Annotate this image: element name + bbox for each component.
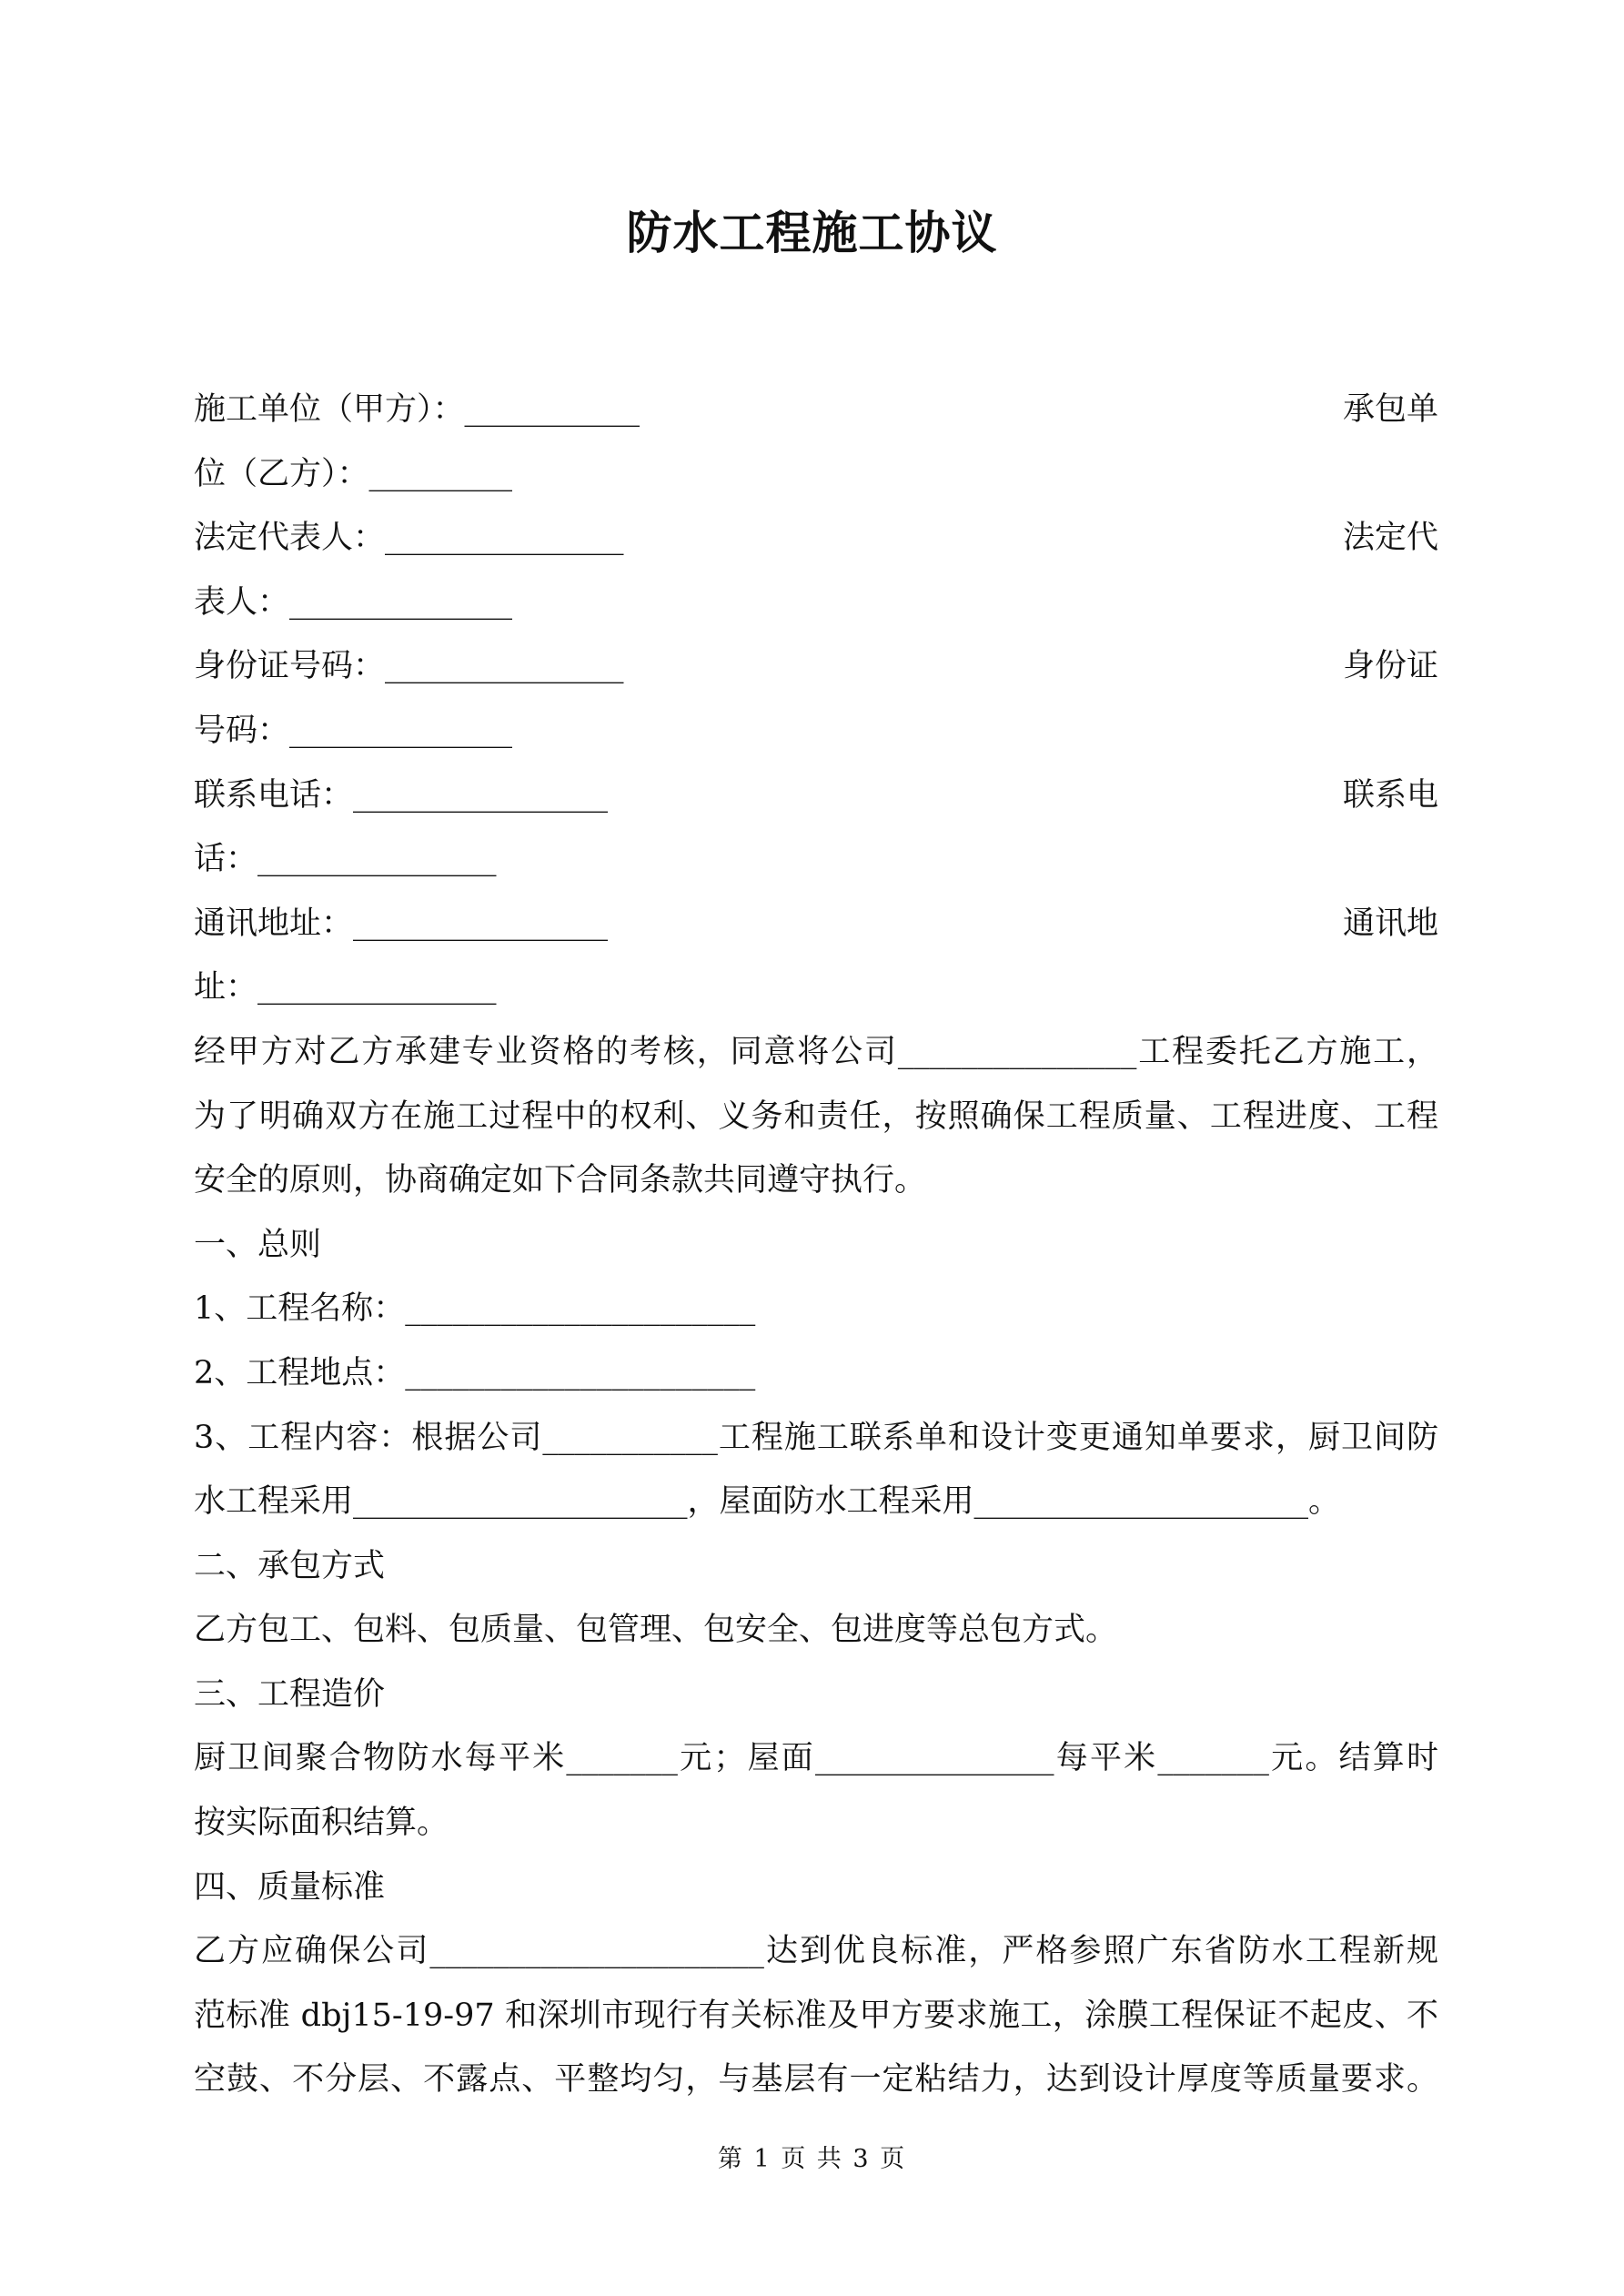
body-line: 乙方包工、包料、包质量、包管理、包安全、包进度等总包方式。 [194, 1612, 1118, 1649]
body-line [194, 892, 1438, 956]
body-line: 经甲方对乙方承建专业资格的考核，同意将公司_______________工程委托乙方施工， [194, 1033, 1438, 1070]
body-line: 1、工程名称：______________________ [194, 1290, 756, 1328]
body-line: 址：_______________ [194, 969, 497, 1006]
body-line: 一、总则 [194, 1226, 322, 1263]
body-line: 范标准 dbj15-19-97 和深圳市现行有关标准及甲方要求施工，涂膜工程保证不起皮、不 [194, 1997, 1438, 2034]
body-line: 三、工程造价 [194, 1675, 386, 1713]
body-line [194, 764, 1438, 828]
body-line: 表人：______________ [194, 583, 513, 621]
body-line: 3、工程内容：根据公司___________工程施工联系单和设计变更通知单要求，厨卫间防 [194, 1419, 1438, 1456]
field-label-left: 身份证号码：_______________ [194, 648, 624, 685]
field-label-right: 身份证 [1342, 648, 1438, 685]
body-line: 乙方应确保公司_____________________达到优良标准，严格参照广东省防水工程新规 [194, 1933, 1438, 1970]
page-footer: 第 1 页 共 3 页 [717, 2145, 907, 2173]
document-body [194, 378, 1438, 2112]
body-line: 话：_______________ [194, 841, 497, 878]
field-label-right: 承包单 [1342, 391, 1438, 428]
field-label-left: 施工单位（甲方）：___________ [194, 391, 641, 428]
body-line: 二、承包方式 [194, 1547, 386, 1584]
body-line: 2、工程地点：______________________ [194, 1354, 756, 1391]
body-line: 为了明确双方在施工过程中的权利、义务和责任，按照确保工程质量、工程进度、工程 [194, 1097, 1438, 1135]
body-line [194, 506, 1438, 571]
body-line: 厨卫间聚合物防水每平米_______元；屋面_______________每平米_______元。结算时 [194, 1740, 1438, 1777]
body-line: 号码：______________ [194, 712, 513, 749]
field-label-right: 法定代 [1342, 520, 1438, 557]
body-line: 水工程采用_____________________，屋面防水工程采用_____________________。 [194, 1483, 1341, 1521]
body-line [194, 634, 1438, 699]
body-line: 按实际面积结算。 [194, 1805, 449, 1842]
body-line: 四、质量标准 [194, 1868, 386, 1906]
field-label-right: 通讯地 [1342, 905, 1438, 942]
body-line: 空鼓、不分层、不露点、平整均匀，与基层有一定粘结力，达到设计厚度等质量要求。 [194, 2061, 1438, 2099]
body-line: 安全的原则，协商确定如下合同条款共同遵守执行。 [194, 1162, 927, 1199]
body-line [194, 378, 1438, 442]
field-label-left: 法定代表人：_______________ [194, 520, 624, 557]
field-label-left: 联系电话：________________ [194, 776, 609, 814]
body-line: 位（乙方）：_________ [194, 455, 513, 492]
field-label-right: 联系电 [1342, 776, 1438, 814]
field-label-left: 通讯地址：________________ [194, 905, 609, 942]
document-title: 防水工程施工协议 [626, 206, 998, 259]
